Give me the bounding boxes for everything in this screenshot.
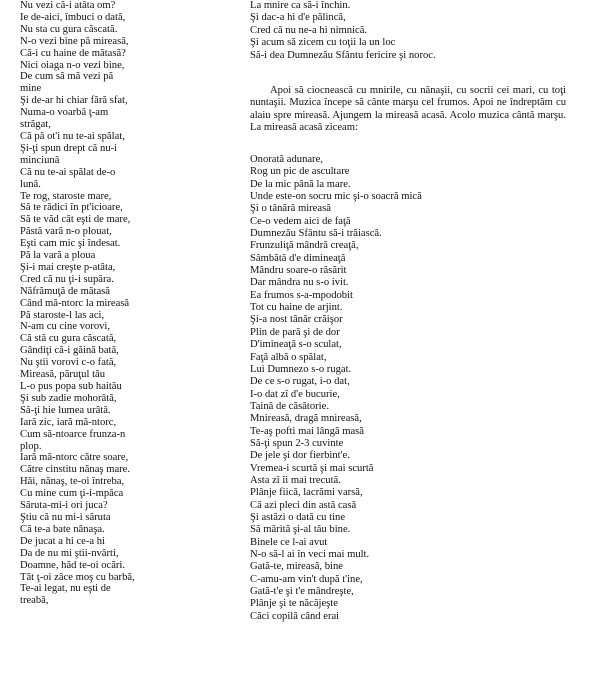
song-line: Plânje fiică, lacrămi varsă, <box>250 487 363 499</box>
song-line: D'imineaţă s-o sculat, <box>250 339 342 351</box>
poem-line: plop. <box>20 440 42 452</box>
poem-line: Mireasă, păruţul tău <box>20 369 106 381</box>
poem-line: Hăi, nănaş, te-oi întreba, <box>20 476 125 488</box>
song-line: Mnireasă, dragă mnireasă, <box>250 413 362 425</box>
poem-line: Şi-ţi spun drept că nu-i <box>20 142 118 154</box>
song-line: Asta zî îi mai trecută. <box>250 474 341 486</box>
poem-line: Nu sta cu gura căscată. <box>20 23 118 35</box>
poem-line: Când mă-ntorc la mireasă <box>20 297 130 309</box>
song-line: Binele ce l-ai avut <box>250 536 328 548</box>
poem-line: Pă staroste-l las aci, <box>20 309 105 321</box>
song-line: Taină de căsătorie. <box>250 400 329 412</box>
song-line: Onorată adunare, <box>250 154 323 165</box>
top-verse <box>250 0 580 62</box>
song-line: Că azi pleci din astă casă <box>250 499 357 511</box>
poem-line: Că pă ot'i nu te-ai spălat, <box>20 130 125 142</box>
verse-line: La mnire ca să-i închin. <box>250 0 351 11</box>
poem-line: Că-i cu haine de mătasă? <box>20 47 126 59</box>
poem-line: Da de nu mi ştii-nvârti, <box>20 547 119 559</box>
poem-line: Năfrămuţă de mătasă <box>20 285 111 297</box>
poem-line: Cu mine cum ţi-i-mpăca <box>20 488 124 500</box>
poem-line: străgat, <box>20 119 51 131</box>
poem-line: mine <box>20 83 42 95</box>
song-line: I-o dat zî d'e bucurie, <box>250 388 340 400</box>
song-line: Să mărită şi-al tău bine. <box>250 524 351 536</box>
song-line: Unde este-on socru mic şi-o soacră mică <box>250 191 422 203</box>
poem-line: Pă la vară a ploua <box>20 250 96 262</box>
song-line: Plin de pară şi de dor <box>250 326 340 338</box>
poem-line: Iară zic, iară mă-ntorc, <box>20 416 117 428</box>
verse-line: Cred că nu ne-a hi nimnică. <box>250 24 368 36</box>
verse-line: Şi acum să zicem cu toţii la un loc <box>250 37 396 49</box>
song-line: C-amu-am vin't după t'ine, <box>250 573 363 585</box>
poem-line: Ie de-aici, îmbuci o dată, <box>20 11 126 23</box>
poem-line: Cred că nu ţi-i supăra. <box>20 273 114 285</box>
poem-line: Că te-a bate nănaşa. <box>20 523 105 535</box>
song-line: Vremea-i scurtă şi mai scurtă <box>250 462 374 474</box>
right-text-column <box>250 0 580 622</box>
narrative-paragraph: Apoi să ciocnească cu mnirile, cu nănaşii, cu socrii cei mari, cu toţi nuntaşii. Muzica începe să cânte marşu cel frumos. Apoi ne îndreptăm cu alaiu spre mireasă. Ajungem la mireasă acasă. Acolo muzica cântă marşu. La mireasă acasă ziceam: <box>250 85 566 134</box>
song-line: Ea frumos s-a-mpodobit <box>250 289 353 301</box>
poem-line: Şi-i mai creşte p-atâta, <box>20 261 116 273</box>
poem-line: Cum să-ntoarce frunza-n <box>20 428 126 440</box>
poem-line: Nici oiaga n-o vezi bine, <box>20 59 125 71</box>
song-line: Sâmbătă d'e dimineaţă <box>250 252 346 264</box>
song-line: Dumnezău Sfântu să-i trăiască. <box>250 228 382 240</box>
poem-line: De jucat a hi ce-a hi <box>20 535 105 547</box>
poem-line: L-o pus popa sub haitău <box>20 381 122 392</box>
poem-line: Să te văd cât eşti de mare, <box>20 214 131 226</box>
poem-line: De cum să mă vezi pă <box>20 71 114 83</box>
song-line: N-o să-l ai în veci mai mult. <box>250 549 370 560</box>
poem-line: N-am cu cine vorovi, <box>20 321 111 333</box>
poem-line: Iară mă-ntorc către soare, <box>20 452 129 464</box>
poem-line: Să te rădici în pt'icioare, <box>20 202 123 214</box>
song-line: Dar mândra nu s-o ivit. <box>250 277 349 289</box>
poem-line: Tăt ţ-oi zâce moş cu barbă, <box>20 571 135 583</box>
song-line: Frunzuliţă mândră creaţă, <box>250 240 359 252</box>
poem-line: Şi sub zadie mohorâtă, <box>20 392 117 404</box>
song-line: Gată-te, mireasă, bine <box>250 561 343 573</box>
verse-line: Şi dac-a hi d'e pălincă, <box>250 12 346 24</box>
song-line: Lui Dumnezo s-o rugat. <box>250 363 352 375</box>
poem-line: N-o vezi bine pă mireasă, <box>20 35 129 47</box>
song-line: Tot cu haine de arjint. <box>250 302 343 314</box>
song-line: De ce s-o rugat, i-o dat, <box>250 376 350 388</box>
left-poem-column <box>20 0 180 607</box>
poem-line: Săruta-mi-i ori juca? <box>20 500 108 512</box>
song-line: Plânje şi te năcăjeşte <box>250 598 338 610</box>
song-line: De la mic până la mare. <box>250 178 351 190</box>
poem-line: Te-ai legat, nu eşti de <box>20 583 111 595</box>
poem-line: Te rog, staroste mare, <box>20 190 112 202</box>
song-line: Şi-a nost tânăr crăişor <box>250 314 343 326</box>
song-line: Ce-o vedem aici de faţă <box>250 215 351 227</box>
poem-line: Doamne, hăd te-oi ocări. <box>20 559 126 571</box>
poem-line: Ştiu că nu mi-i săruta <box>20 511 111 523</box>
poem-line: Să-ţi hie lumea urâtă. <box>20 404 111 416</box>
poem-line: Numa-o voarbă ţ-am <box>20 107 109 119</box>
song-line: Te-aş pofti mai lângă masă <box>250 425 364 437</box>
poem-line: Nu vezi că-i atâta om? <box>20 0 116 11</box>
poem-line: Şi de-ar hi chiar fără sfat, <box>20 95 128 107</box>
song-line: Rog un pic de ascultare <box>250 166 350 178</box>
wedding-song <box>250 154 422 623</box>
poem-line: Păstă vară n-o plouat, <box>20 226 112 238</box>
poem-line: Că nu te-ai spălat de-o <box>20 166 116 178</box>
song-line: Căci copilă când erai <box>250 610 340 622</box>
poem-line: Eşti cam mic şi îndesat. <box>20 238 121 250</box>
poem-line: Nu ştii vorovi c-o fată, <box>20 357 117 369</box>
poem-line: treabă, <box>20 595 49 607</box>
song-line: Faţă albă o spălat, <box>250 351 327 363</box>
song-line: Şi astăzi o dată cu tine <box>250 511 346 523</box>
poem-line: Gândiţi că-i găină bată, <box>20 345 119 357</box>
verse-line: Să-i dea Dumnezău Sfântu fericire şi noroc. <box>250 49 436 61</box>
poem-line: minciună <box>20 154 60 166</box>
song-line: Şi o tânără mireasă <box>250 203 331 215</box>
poem-line: Că stă cu gura căscată, <box>20 333 117 345</box>
song-line: De jele şi dor fierbint'e. <box>250 450 350 462</box>
song-line: Mândru soare-o răsărit <box>250 265 347 277</box>
poem-line: lună. <box>20 178 41 190</box>
poem-line: Către cinstitu nănaş mare. <box>20 464 131 476</box>
song-line: Să-ţi spun 2-3 cuvinte <box>250 437 344 449</box>
song-line: Gată-t'e şi t'e mândreşte, <box>250 586 354 598</box>
